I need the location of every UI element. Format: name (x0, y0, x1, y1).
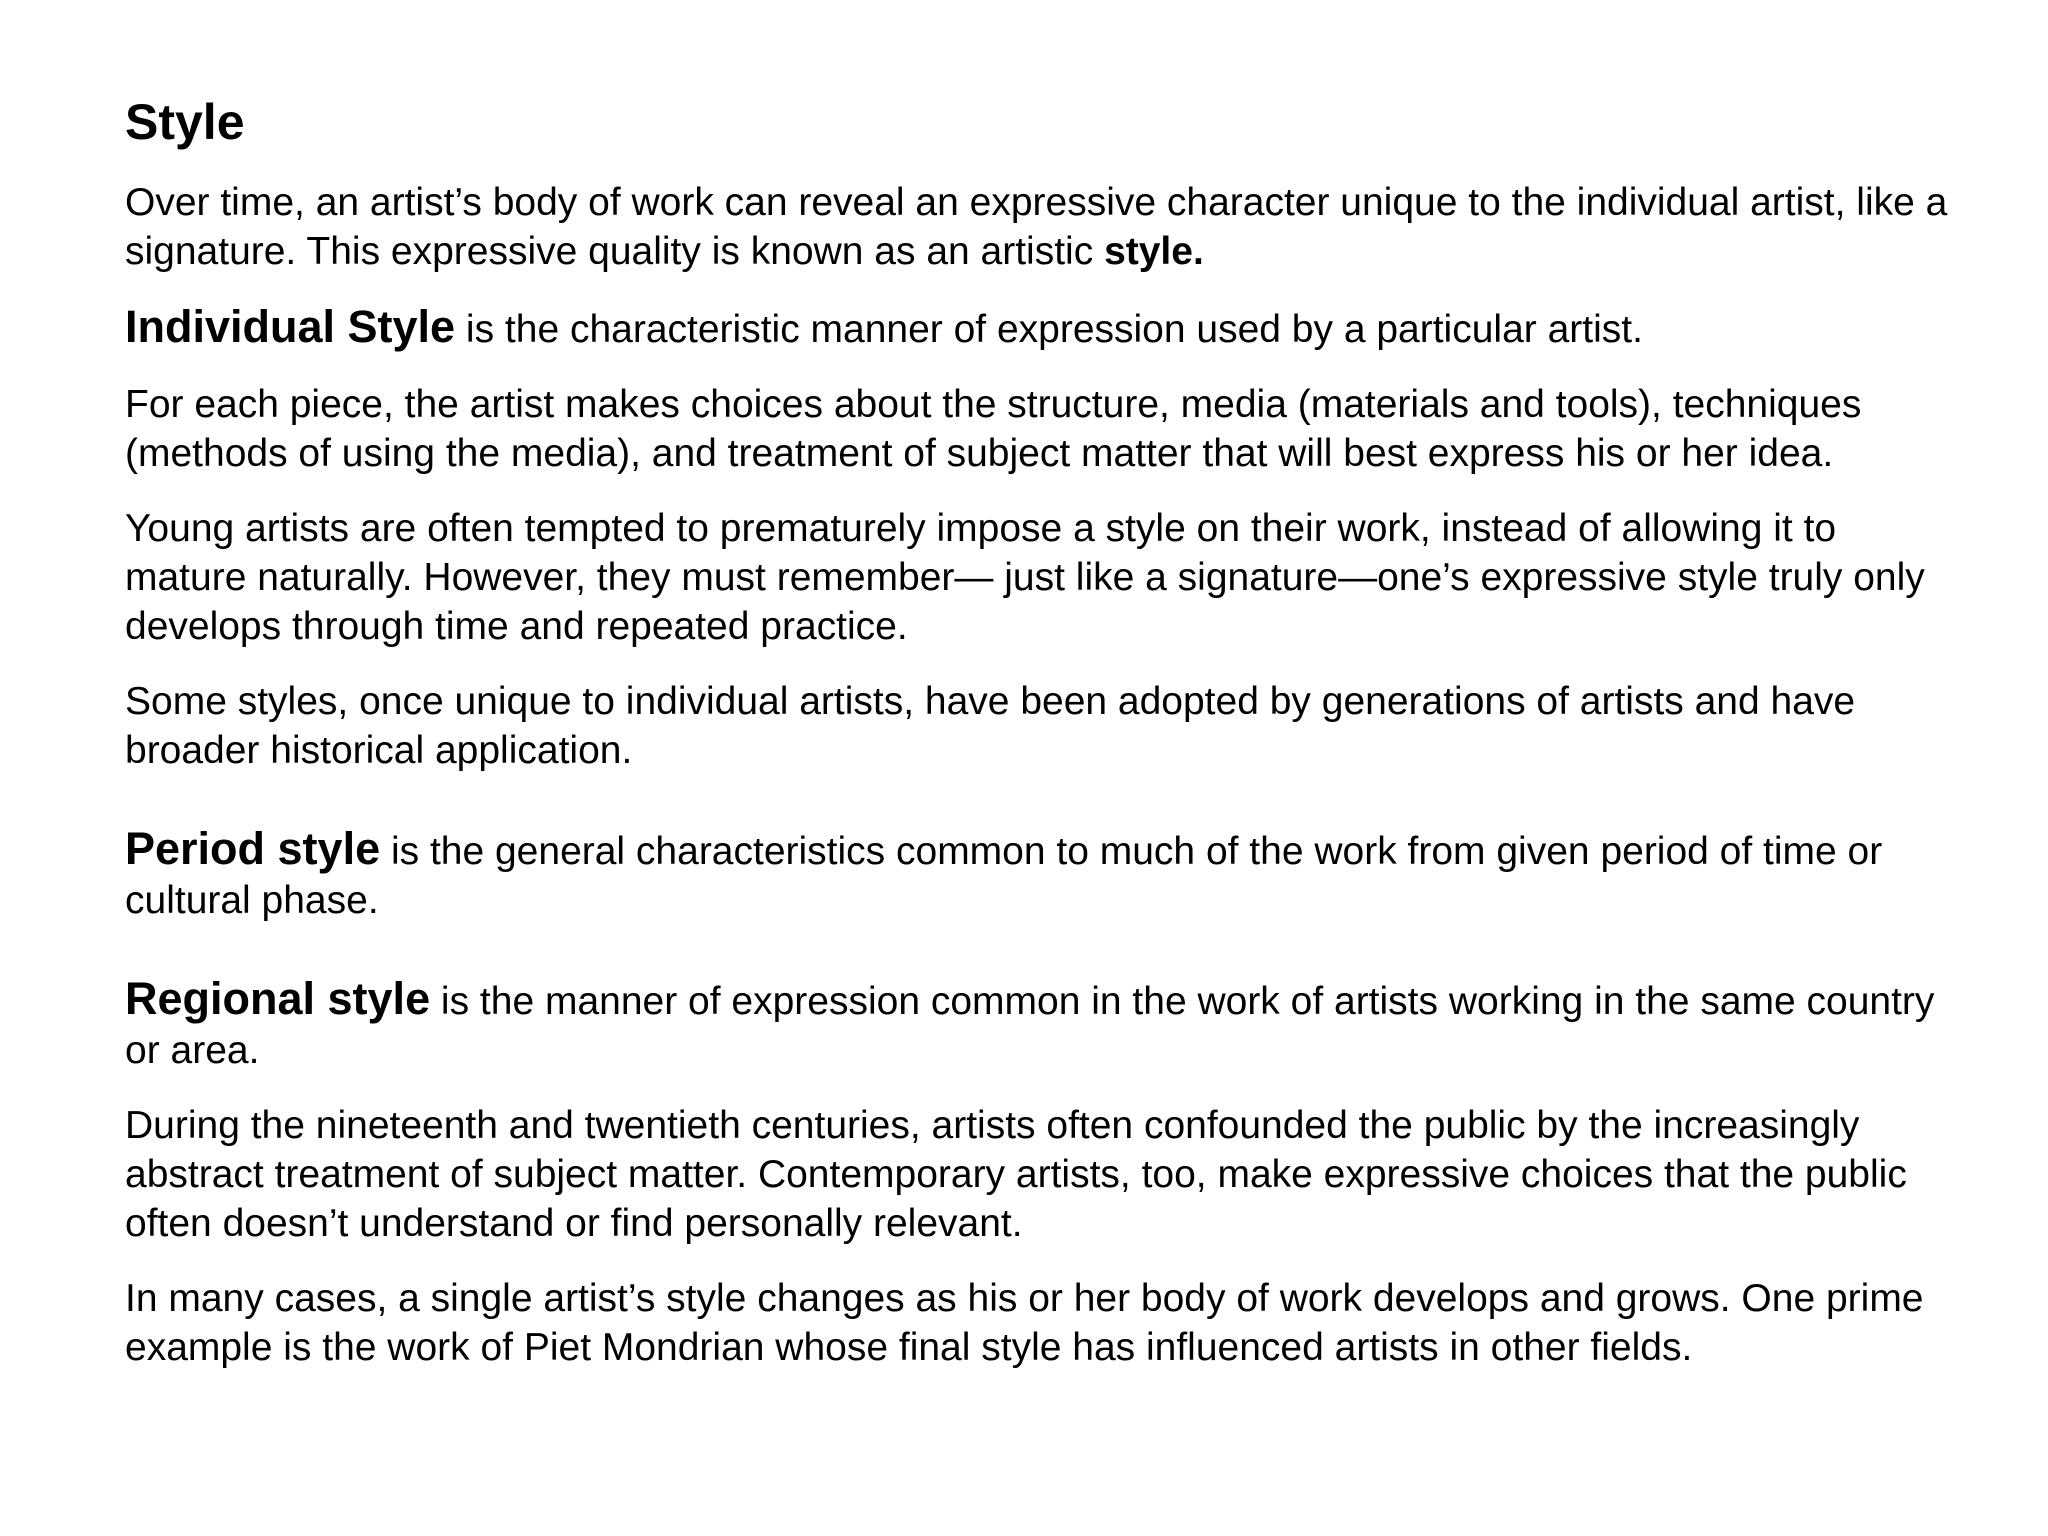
period-style-definition: is the general characteristics common to much of the work from given period of time or cultural phase. (125, 830, 1883, 922)
intro-bold-term: style. (1104, 230, 1204, 273)
period-style-paragraph (125, 824, 1965, 925)
young-artists-paragraph: Young artists are often tempted to prematurely impose a style on their work, instead of allowing it to mature naturally. However, they must remember— just like a signature—one’s expressive style truly only develops through time and repeated practice. (125, 507, 1925, 648)
adopted-styles-paragraph: Some styles, once unique to individual artists, have been adopted by generations of artists and have broader historical application. (125, 680, 1856, 772)
centuries-paragraph: During the nineteenth and twentieth centuries, artists often confounded the public by the increasingly abstract treatment of subject matter. Contemporary artists, too, make expressive choices that the public often doesn’t understand or find personally relevant. (125, 1104, 1907, 1245)
regional-style-term: Regional style (125, 973, 431, 1024)
regional-style-paragraph (125, 974, 1965, 1075)
individual-style-definition: is the characteristic manner of expression used by a particular artist. (455, 308, 1643, 351)
mondrian-paragraph: In many cases, a single artist’s style changes as his or her body of work develops and grows. One prime example is the work of Piet Mondrian whose final style has influenced artists in other fields. (125, 1277, 1924, 1369)
regional-style-definition: is the manner of expression common in the work of artists working in the same country or area. (125, 980, 1935, 1072)
choices-paragraph: For each piece, the artist makes choices about the structure, media (materials and tools), techniques (methods of using the media), and treatment of subject matter that will best express his or her idea. (125, 383, 1862, 475)
document-page (125, 92, 1965, 1398)
period-style-term: Period style (125, 823, 381, 874)
page-title: Style (125, 94, 245, 150)
intro-text: Over time, an artist’s body of work can reveal an expressive character unique to the individual artist, like a signature. This expressive quality is known as an artistic (125, 181, 1948, 273)
intro-paragraph (125, 178, 1965, 276)
individual-style-term: Individual Style (125, 301, 456, 352)
individual-style-paragraph (125, 302, 1965, 354)
